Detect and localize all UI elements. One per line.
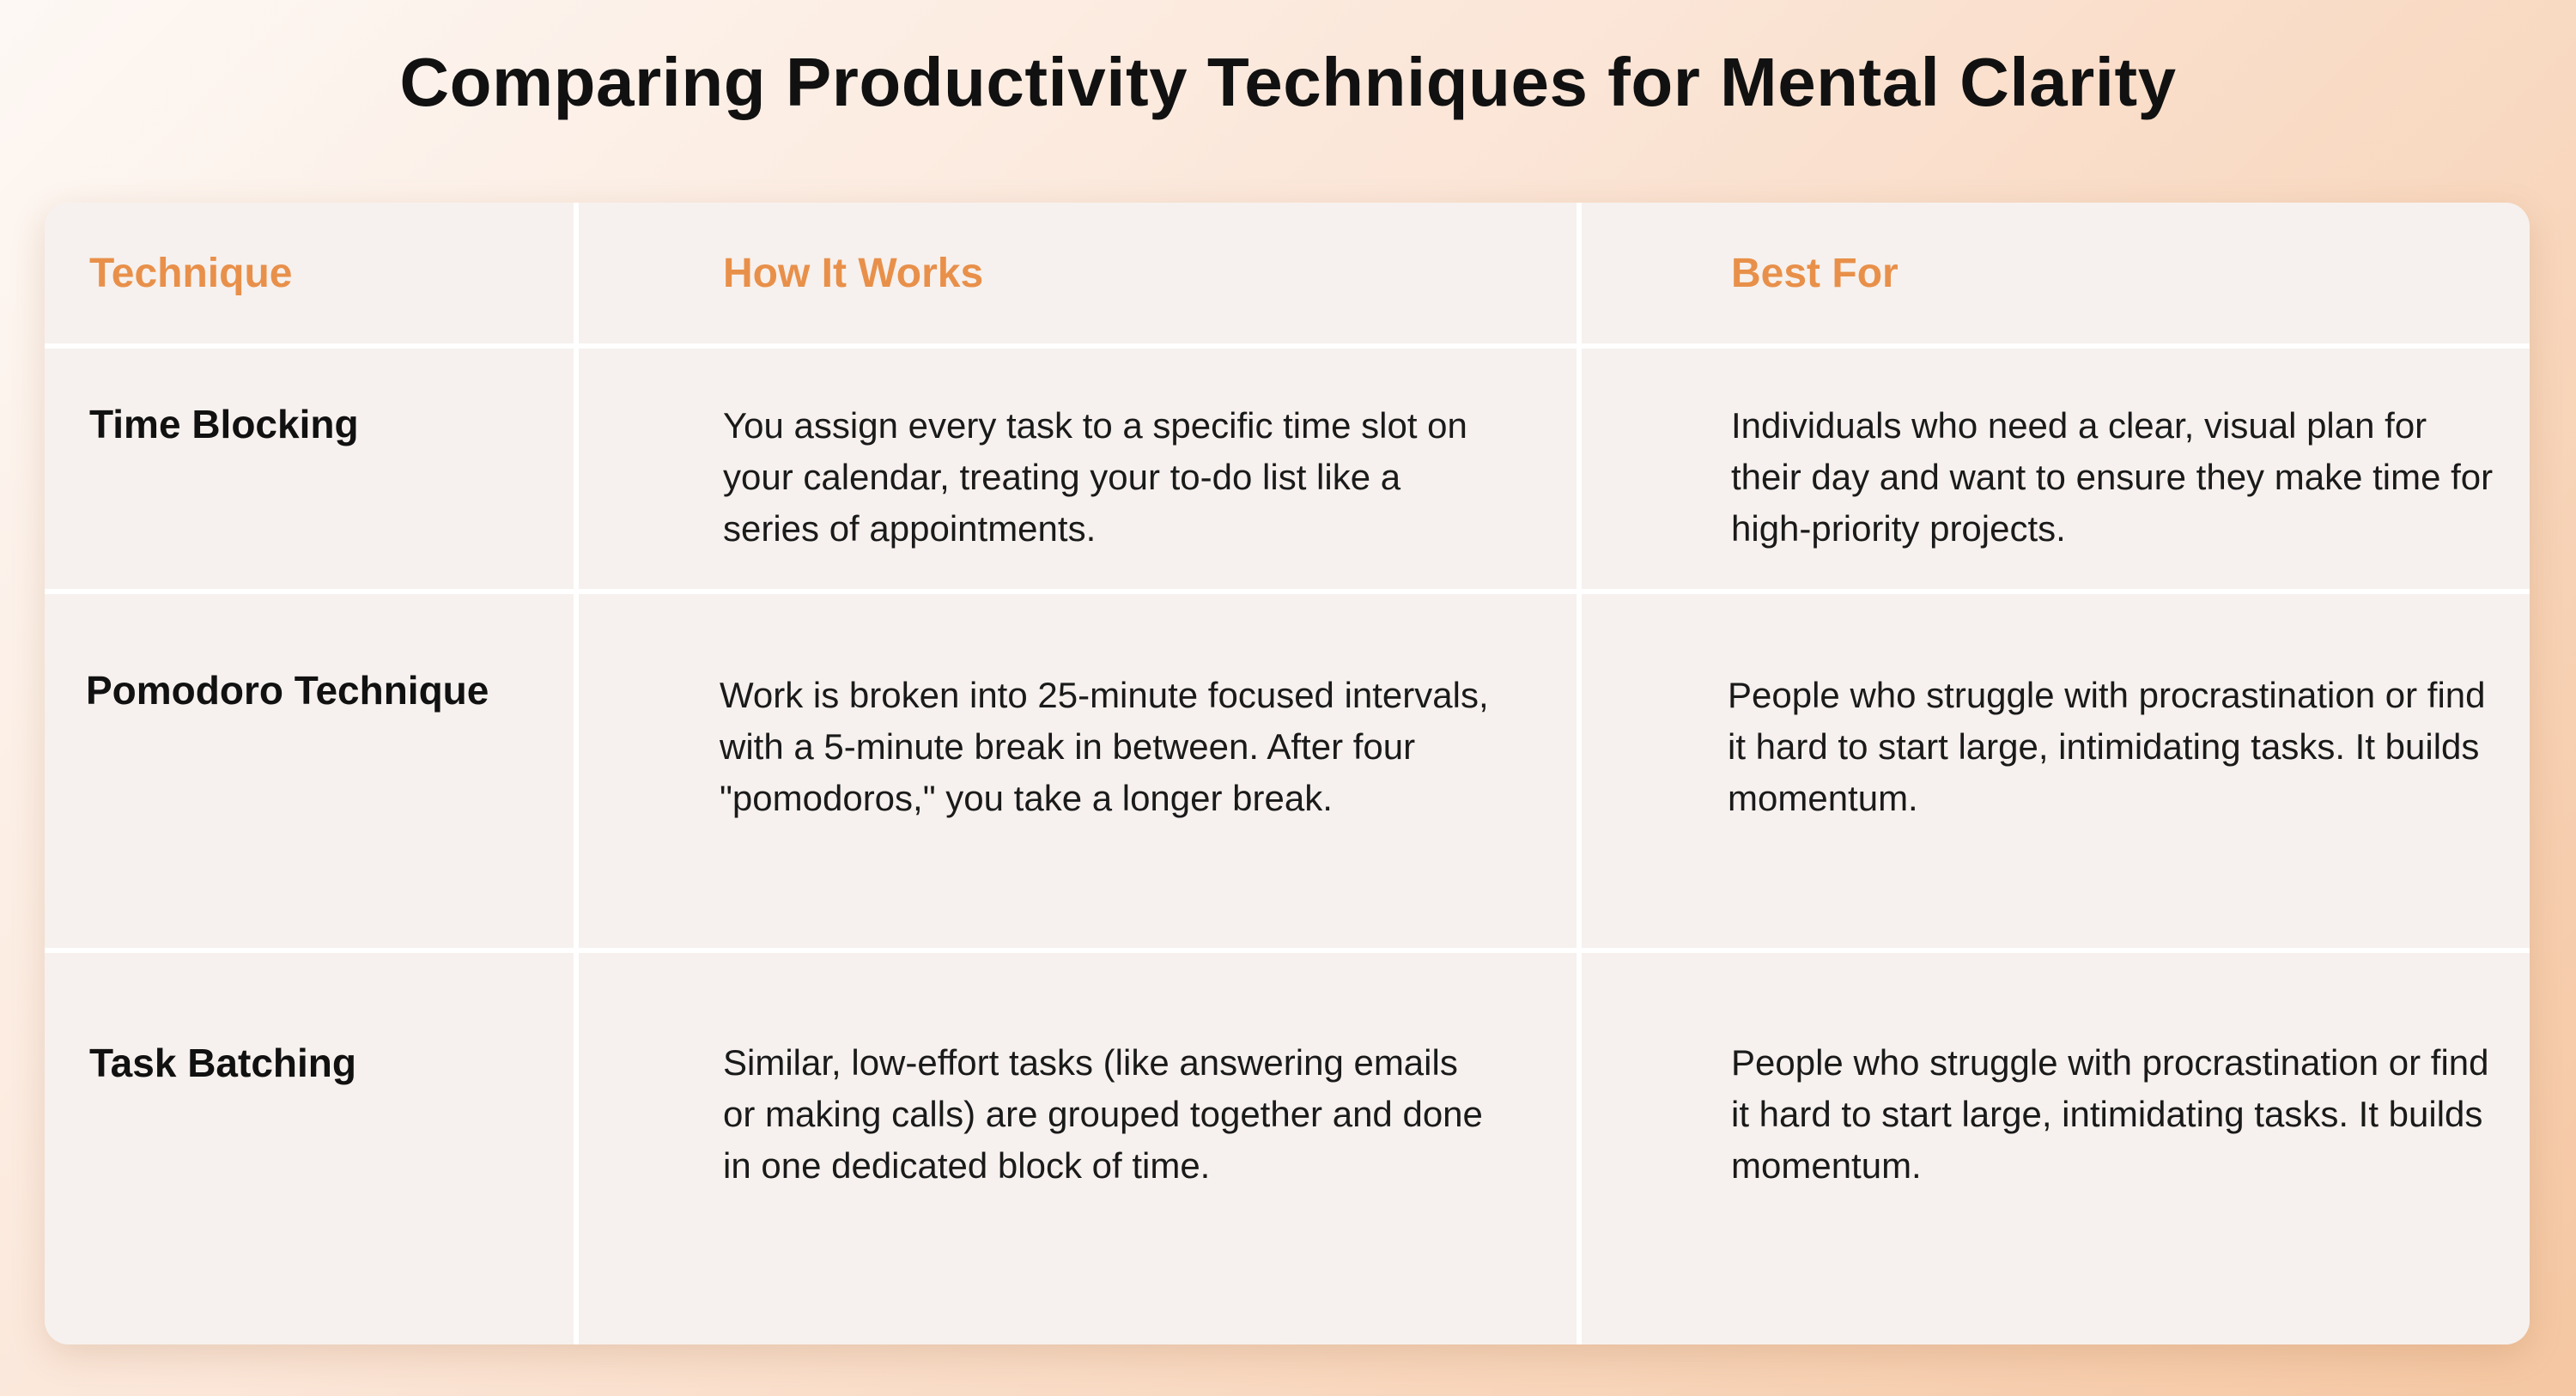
table-row-1-technique xyxy=(45,349,579,594)
table-row-1-best xyxy=(1582,349,2530,594)
table-row-2-how xyxy=(579,594,1582,953)
best-for-text: People who struggle with procrastination or find it hard to start large, intimidating tasks. It builds momentum. xyxy=(1728,675,2486,818)
best-for-text: People who struggle with procrastination or find it hard to start large, intimidating tasks. It builds momentum. xyxy=(1731,1042,2489,1186)
technique-name: Pomodoro Technique xyxy=(86,668,489,713)
table-row-3-how xyxy=(579,953,1582,1344)
table-row-2-best xyxy=(1582,594,2530,953)
header-best-for: Best For xyxy=(1582,203,2530,349)
page-title: Comparing Productivity Techniques for Mental Clarity xyxy=(399,44,2177,120)
table-row-1-how xyxy=(579,349,1582,594)
comparison-table-card xyxy=(45,203,2530,1344)
technique-name: Time Blocking xyxy=(89,402,359,446)
how-it-works-text: You assign every task to a specific time slot on your calendar, treating your to-do list like a series of appointments. xyxy=(723,405,1467,549)
comparison-table xyxy=(45,203,2530,1344)
how-it-works-text: Work is broken into 25-minute focused intervals, with a 5-minute break in between. After four "pomodoros," you take a longer break. xyxy=(720,675,1489,818)
header-how-it-works: How It Works xyxy=(579,203,1582,349)
table-row-3-technique xyxy=(45,953,579,1344)
how-it-works-text: Similar, low-effort tasks (like answering emails or making calls) are grouped together and done in one dedicated block of time. xyxy=(723,1042,1483,1186)
table-row-3-best xyxy=(1582,953,2530,1344)
table-row-2-technique xyxy=(45,594,579,953)
technique-name: Task Batching xyxy=(89,1041,356,1085)
header-technique: Technique xyxy=(45,203,579,349)
best-for-text: Individuals who need a clear, visual plan for their day and want to ensure they make time for high-priority projects. xyxy=(1731,405,2494,549)
